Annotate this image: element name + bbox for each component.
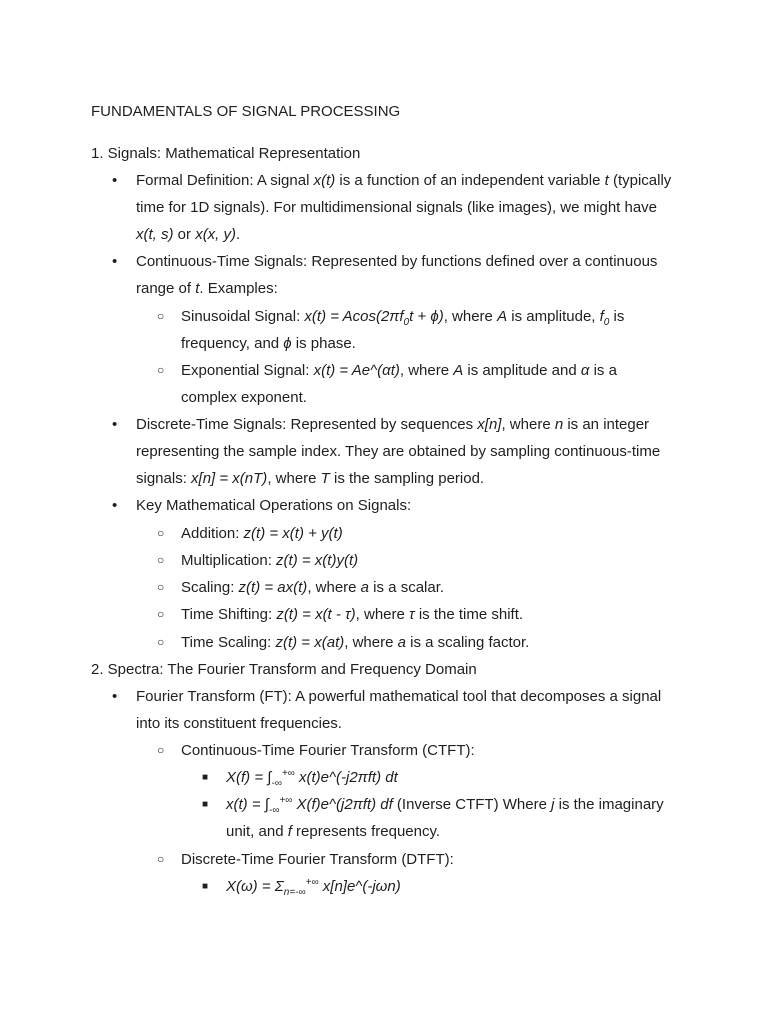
list-item-formal-definition-cont: time for 1D signals). For multidimensional signals (like images), we might have xyxy=(136,199,658,216)
bullet: • xyxy=(112,253,118,270)
list-item-discrete-time: Discrete-Time Signals: Represented by sequences x[n], where n is an integer xyxy=(136,416,650,433)
list-item-fourier-transform-cont: into its constituent frequencies. xyxy=(136,715,342,732)
list-item-continuous-time-cont: range of t. Examples: xyxy=(136,280,278,297)
document-title: FUNDAMENTALS OF SIGNAL PROCESSING xyxy=(91,103,401,120)
square-bullet: ■ xyxy=(202,799,209,810)
bullet: • xyxy=(112,172,118,189)
list-item-ctft: Continuous-Time Fourier Transform (CTFT): xyxy=(181,742,475,759)
list-item-addition: Addition: z(t) = x(t) + y(t) xyxy=(181,525,343,542)
bullet: • xyxy=(112,416,118,433)
sub-bullet: ○ xyxy=(157,743,165,757)
list-item-key-operations: Key Mathematical Operations on Signals: xyxy=(136,497,412,514)
list-item-discrete-time-cont: signals: x[n] = x(nT), where T is the sampling period. xyxy=(136,470,485,487)
square-bullet: ■ xyxy=(202,772,209,783)
list-item-scaling: Scaling: z(t) = ax(t), where a is a scalar. xyxy=(181,579,445,596)
formula-ctft: $X(f) = \int_{-\infty}^{+\infty}$ x(t)e^(-j2πft) dt xyxy=(226,768,398,789)
section-heading-signals: 1. Signals: Mathematical Representation xyxy=(91,145,361,162)
formula-inverse-ctft: $x(t) = \int_{-\infty}^{+\infty}$ X(f)e^(j2πft) df (Inverse CTFT) Where j is the imaginary xyxy=(226,795,664,816)
sub-bullet: ○ xyxy=(157,852,165,866)
formula-dtft: $X(\omega) = \Sigma_{n=-\infty}^{+\infty}$ x[n]e^(-jωn) xyxy=(226,877,401,898)
sub-bullet: ○ xyxy=(157,607,165,621)
list-item-formal-definition: Formal Definition: A signal x(t) is a function of an independent variable t (typically xyxy=(136,172,672,189)
list-item-time-scaling: Time Scaling: z(t) = x(at), where a is a scaling factor. xyxy=(181,634,530,651)
sub-bullet: ○ xyxy=(157,363,165,377)
sub-bullet: ○ xyxy=(157,635,165,649)
list-item-formal-definition-cont: x(t, s) or x(x, y). xyxy=(136,226,241,243)
list-item-dtft: Discrete-Time Fourier Transform (DTFT): xyxy=(181,851,454,868)
list-item-time-shifting: Time Shifting: z(t) = x(t - τ), where τ is the time shift. xyxy=(181,606,524,623)
sub-bullet: ○ xyxy=(157,526,165,540)
list-item-sinusoidal: Sinusoidal Signal: $x(t) = Acos(2\pi f_0t + \phi)$, where A is amplitude, $f_0$ is xyxy=(181,308,625,328)
list-item-sinusoidal-cont: frequency, and ϕ is phase. xyxy=(181,335,356,352)
list-item-exponential: Exponential Signal: x(t) = Ae^(αt), where A is amplitude and α is a xyxy=(181,362,617,379)
formula-inverse-ctft-cont: unit, and f represents frequency. xyxy=(226,823,441,840)
list-item-exponential-cont: complex exponent. xyxy=(181,389,307,406)
list-item-fourier-transform: Fourier Transform (FT): A powerful mathematical tool that decomposes a signal xyxy=(136,688,662,705)
square-bullet: ■ xyxy=(202,881,209,892)
section-heading-spectra: 2. Spectra: The Fourier Transform and Frequency Domain xyxy=(91,661,477,678)
list-item-multiplication: Multiplication: z(t) = x(t)y(t) xyxy=(181,552,359,569)
list-item-continuous-time: Continuous-Time Signals: Represented by functions defined over a continuous xyxy=(136,253,658,270)
sub-bullet: ○ xyxy=(157,309,165,323)
sub-bullet: ○ xyxy=(157,580,165,594)
list-item-discrete-time-cont: representing the sample index. They are obtained by sampling continuous-time xyxy=(136,443,661,460)
bullet: • xyxy=(112,688,118,705)
bullet: • xyxy=(112,497,118,514)
sub-bullet: ○ xyxy=(157,553,165,567)
